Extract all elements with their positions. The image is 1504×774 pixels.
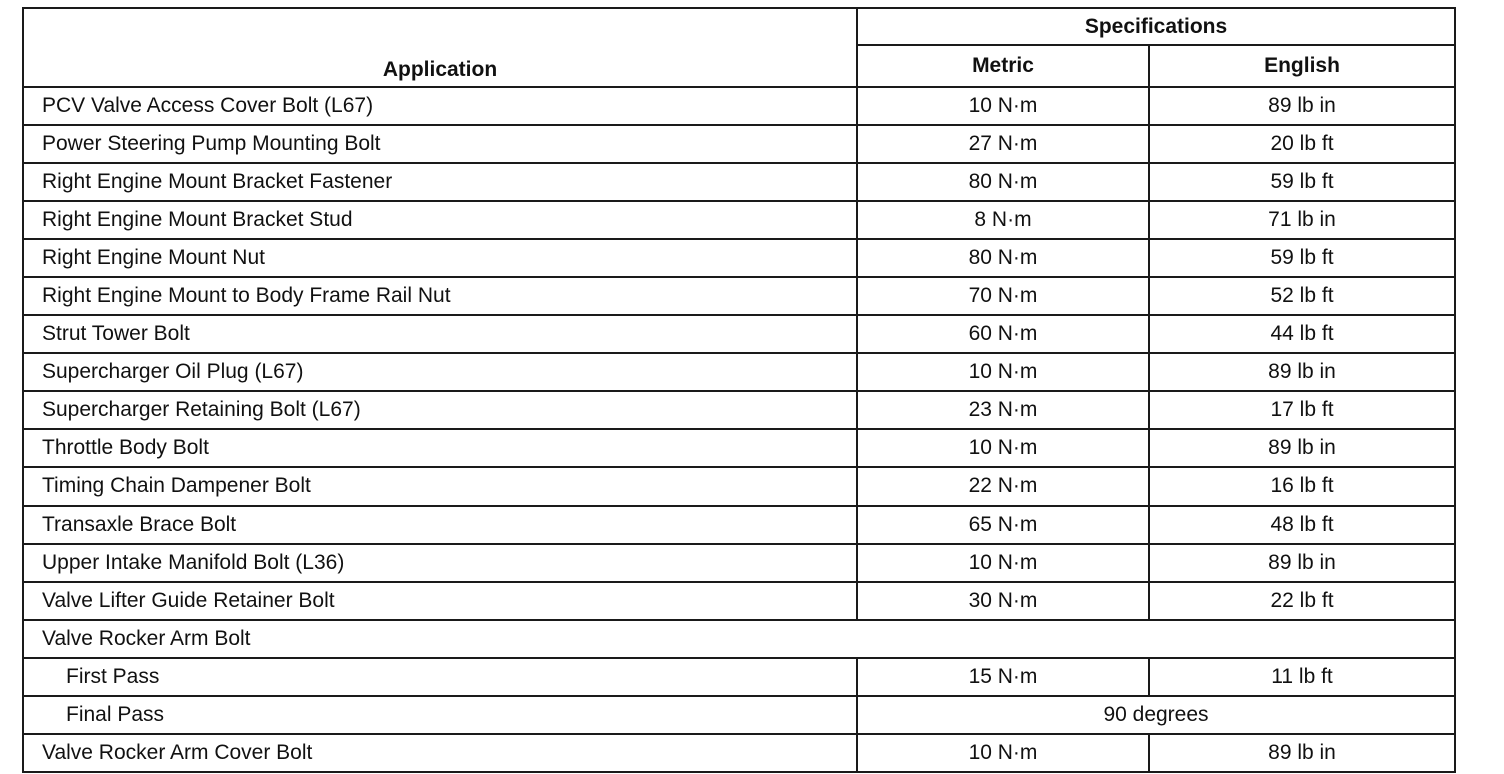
metric-cell: 10 N·m [857, 429, 1149, 467]
combined-spec-cell: 90 degrees [857, 696, 1455, 734]
table-row [23, 277, 1455, 315]
application-cell: Right Engine Mount Nut [23, 239, 857, 277]
application-cell: PCV Valve Access Cover Bolt (L67) [23, 87, 857, 125]
table-row [23, 315, 1455, 353]
table-row [23, 201, 1455, 239]
english-cell: 48 lb ft [1149, 506, 1455, 544]
header-english: English [1149, 45, 1455, 87]
application-cell: Valve Rocker Arm Bolt [23, 620, 1455, 658]
english-cell: 59 lb ft [1149, 239, 1455, 277]
metric-cell: 23 N·m [857, 391, 1149, 429]
application-cell: Transaxle Brace Bolt [23, 506, 857, 544]
table-row [23, 239, 1455, 277]
header-specifications: Specifications [857, 8, 1455, 45]
application-cell: Throttle Body Bolt [23, 429, 857, 467]
table-body [23, 87, 1455, 772]
table-row [23, 429, 1455, 467]
metric-cell: 10 N·m [857, 353, 1149, 391]
table-row [23, 658, 1455, 696]
english-cell: 22 lb ft [1149, 582, 1455, 620]
metric-cell: 65 N·m [857, 506, 1149, 544]
application-cell: Valve Lifter Guide Retainer Bolt [23, 582, 857, 620]
application-cell: Valve Rocker Arm Cover Bolt [23, 734, 857, 772]
english-cell: 20 lb ft [1149, 125, 1455, 163]
table-row [23, 506, 1455, 544]
application-cell: Final Pass [23, 696, 857, 734]
english-cell: 89 lb in [1149, 429, 1455, 467]
english-cell: 89 lb in [1149, 87, 1455, 125]
application-cell: Right Engine Mount Bracket Stud [23, 201, 857, 239]
metric-cell: 70 N·m [857, 277, 1149, 315]
torque-spec-table [22, 7, 1456, 773]
table-row [23, 163, 1455, 201]
english-cell: 52 lb ft [1149, 277, 1455, 315]
application-cell: Power Steering Pump Mounting Bolt [23, 125, 857, 163]
table-row [23, 467, 1455, 505]
application-cell: Upper Intake Manifold Bolt (L36) [23, 544, 857, 582]
table-row [23, 391, 1455, 429]
metric-cell: 80 N·m [857, 239, 1149, 277]
metric-cell: 10 N·m [857, 87, 1149, 125]
application-cell: Strut Tower Bolt [23, 315, 857, 353]
english-cell: 89 lb in [1149, 353, 1455, 391]
metric-cell: 27 N·m [857, 125, 1149, 163]
table-row [23, 696, 1455, 734]
english-cell: 16 lb ft [1149, 467, 1455, 505]
english-cell: 11 lb ft [1149, 658, 1455, 696]
english-cell: 17 lb ft [1149, 391, 1455, 429]
english-cell: 44 lb ft [1149, 315, 1455, 353]
metric-cell: 80 N·m [857, 163, 1149, 201]
metric-cell: 15 N·m [857, 658, 1149, 696]
english-cell: 89 lb in [1149, 734, 1455, 772]
application-cell: Supercharger Oil Plug (L67) [23, 353, 857, 391]
header-metric: Metric [857, 45, 1149, 87]
application-cell: First Pass [23, 658, 857, 696]
table-row [23, 582, 1455, 620]
table-row [23, 620, 1455, 658]
application-cell: Timing Chain Dampener Bolt [23, 467, 857, 505]
application-cell: Supercharger Retaining Bolt (L67) [23, 391, 857, 429]
english-cell: 59 lb ft [1149, 163, 1455, 201]
table-row [23, 87, 1455, 125]
table-row [23, 125, 1455, 163]
english-cell: 71 lb in [1149, 201, 1455, 239]
table-row [23, 734, 1455, 772]
metric-cell: 10 N·m [857, 544, 1149, 582]
english-cell: 89 lb in [1149, 544, 1455, 582]
application-cell: Right Engine Mount Bracket Fastener [23, 163, 857, 201]
metric-cell: 22 N·m [857, 467, 1149, 505]
metric-cell: 30 N·m [857, 582, 1149, 620]
application-cell: Right Engine Mount to Body Frame Rail Nut [23, 277, 857, 315]
table-row [23, 544, 1455, 582]
table-row [23, 353, 1455, 391]
header-application: Application [23, 8, 857, 87]
metric-cell: 60 N·m [857, 315, 1149, 353]
metric-cell: 10 N·m [857, 734, 1149, 772]
metric-cell: 8 N·m [857, 201, 1149, 239]
